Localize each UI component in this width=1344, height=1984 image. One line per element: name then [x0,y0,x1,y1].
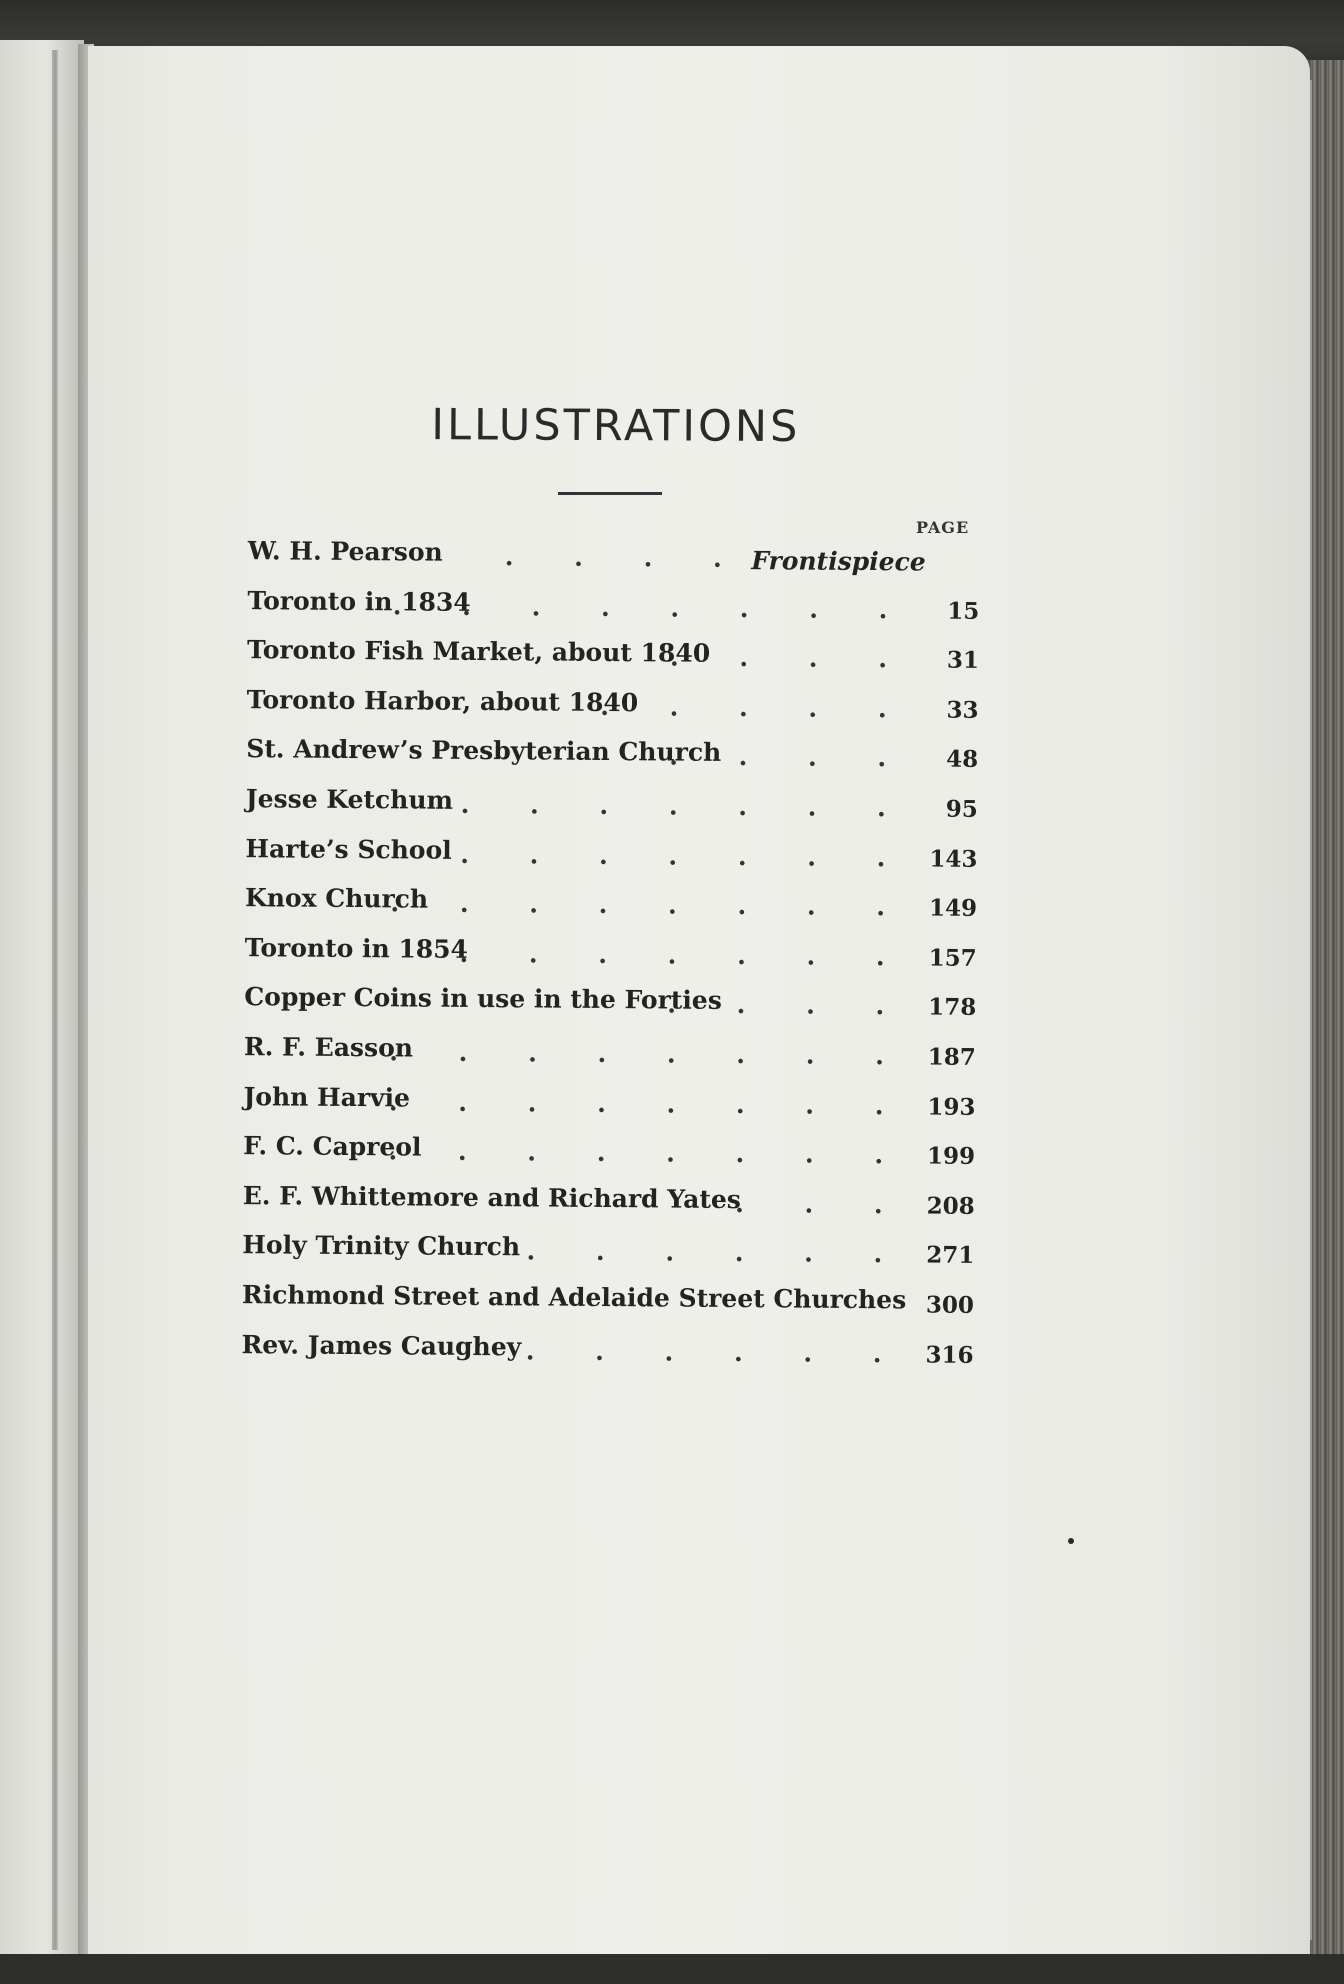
list-item [223,1173,975,1228]
entry-title: W. H. Pearson [247,536,443,567]
page-heading: ILLUSTRATIONS [431,400,801,453]
entry-page: 193 [927,1093,976,1121]
ink-speck [1068,1538,1074,1544]
entry-page: 31 [946,646,980,675]
leader-dots: . . . . . . . [459,938,911,972]
entry-page: 15 [947,597,980,625]
entry-title: Toronto in 1854 [244,932,469,964]
leader-dots: . . . . . . . . [388,1086,910,1120]
entry-page: 149 [928,894,978,923]
leader-dots: . . . [735,1188,909,1220]
entry-title: Knox Church [244,883,429,914]
list-item [226,776,978,831]
entry-page: Frontispiece [751,546,926,577]
entry-page: 300 [925,1291,975,1319]
leader-dots: . . . . . . . . [389,1037,910,1071]
entry-title: Toronto Harbor, about 1840 [246,684,639,718]
scan-bottom-border [0,1954,1344,1984]
leader-dots: . . . . . . . . [388,1136,910,1170]
leader-dots: . . . . . . . . [390,888,912,922]
entry-title: Jesse Ketchum [245,784,454,815]
list-item [224,974,976,1029]
list-item [226,726,978,781]
page-column-label: PAGE [916,518,970,537]
list-item [223,1123,975,1178]
entry-page: 316 [925,1341,974,1369]
leader-dots: . . . . [669,642,914,674]
leader-dots: . . . . . . . . [392,590,914,624]
entry-title: Harte’s School [245,833,452,865]
leader-dots: . . . . . . [525,1335,908,1368]
facing-page-shadow [52,50,58,1950]
leader-dots: . . . . . . . [460,789,912,823]
leader-dots: . . . . [669,741,913,773]
leader-dots: . . . . [504,542,748,574]
entry-page: 157 [928,944,977,972]
entry-page: 178 [928,993,977,1022]
list-item [226,677,978,732]
entries [221,528,980,1377]
list-item [225,826,977,881]
entry-title: E. F. Whittemore and Richard Yates [242,1180,742,1214]
list-item [224,925,976,980]
leader-dots: . . . . . [600,691,913,724]
entry-page: 199 [926,1142,976,1171]
list-item [221,1321,973,1376]
entry-title: John Harvie [243,1081,411,1112]
list-item [227,578,979,633]
list-item [225,875,977,930]
entry-page: 33 [946,696,979,724]
list-item [227,627,979,682]
entry-page: 95 [945,795,978,823]
list-item [224,1024,976,1079]
entry-title: Rev. James Caughey [241,1329,522,1361]
entry-title: Holy Trinity Church [242,1230,521,1262]
entry-page: 187 [927,1043,976,1071]
entry-page: 143 [929,845,978,873]
list-item [228,528,980,583]
entry-title: Richmond Street and Adelaide Street Churches [241,1280,907,1315]
leader-dots: . . . . . . . [460,839,912,872]
entry-page: 48 [946,746,979,774]
entry-title: Toronto Fish Market, about 1840 [246,635,711,668]
entry-title: St. Andrew’s Presbyterian Church [246,734,722,768]
heading-rule [558,492,662,495]
entry-title: Copper Coins in use in the Forties [244,982,722,1016]
entry-page: 208 [926,1192,975,1220]
leader-dots: . . . . . . [526,1236,909,1269]
facing-page-edge [0,40,84,1960]
entry-title: R. F. Easson [243,1032,414,1063]
entry-title: F. C. Capreol [243,1131,422,1162]
entry-page: 271 [926,1241,975,1270]
list-item [222,1272,974,1327]
entry-title: Toronto in 1834 [247,585,471,617]
list-item [223,1074,975,1129]
leader-dots: . . . . [667,989,911,1021]
list-item [222,1222,974,1277]
